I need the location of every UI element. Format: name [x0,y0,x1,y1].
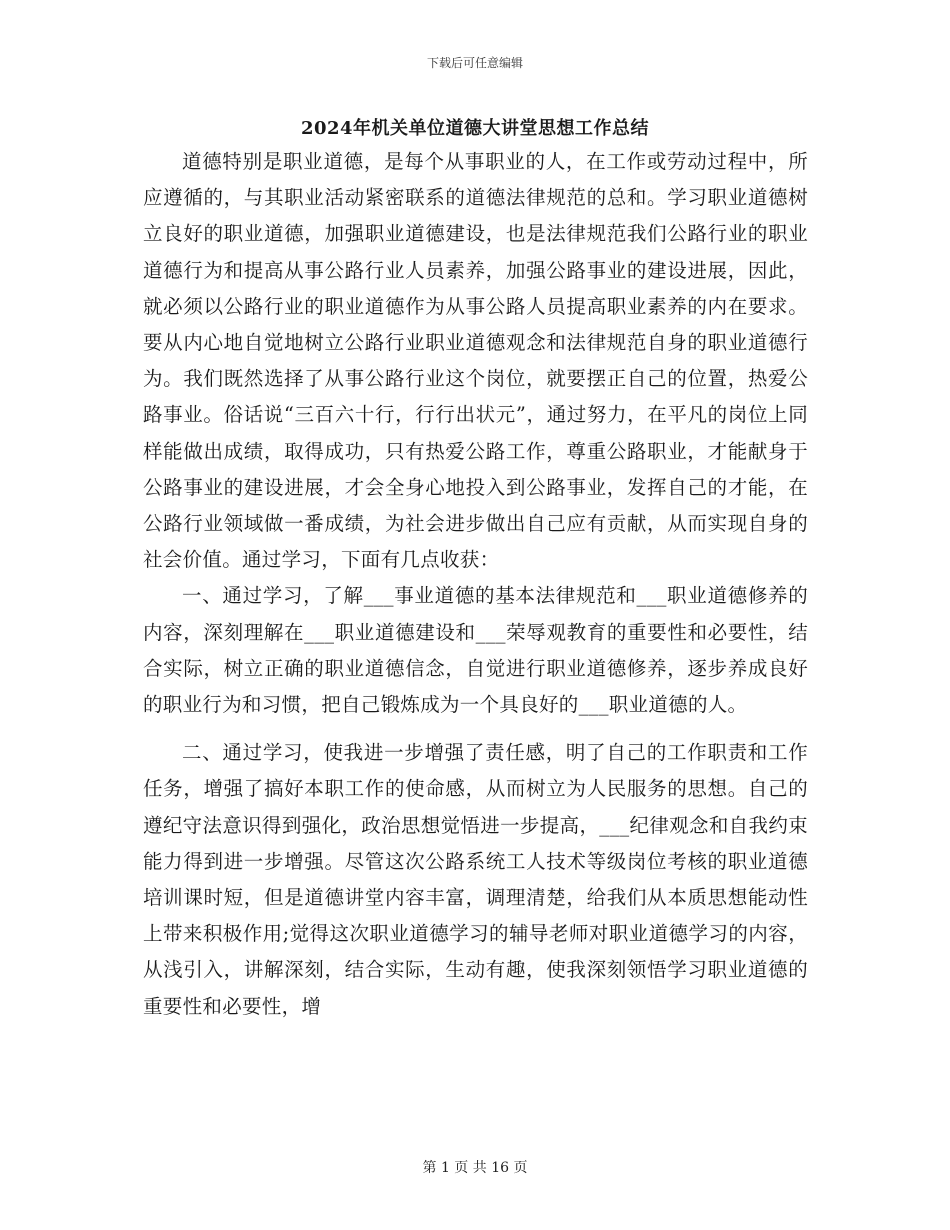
document-title: 2024年机关单位道德大讲堂思想工作总结 [300,118,650,139]
paragraph-point-two: 二、通过学习，使我进一步增强了责任感，明了自己的工作职责和工作任务，增强了搞好本职工作的使命感，从而树立为人民服务的思想。自己的遵纪守法意识得到强化，政治思想觉悟进一步提高，___纪律观念和自我约束能力得到进一步增强。尽管这次公路系统工人技术等级岗位考核的职业道德培训课时短，但是道德讲堂内容丰富，调理清楚，给我们从本质思想能动性上带来积极作用;觉得这次职业道德学习的辅导老师对职业道德学习的内容，从浅引入，讲解深刻，结合实际，生动有趣，使我深刻领悟学习职业道德的重要性和必要性，增 [143,741,808,1018]
page-footer: 第 1 页 共 16 页 [422,1160,528,1176]
paragraph-intro: 道德特别是职业道德，是每个从事职业的人，在工作或劳动过程中，所应遵循的，与其职业活动紧密联系的道德法律规范的总和。学习职业道德树立良好的职业道德，加强职业道德建设，也是法律规范我们公路行业的职业道德行为和提高从事公路行业人员素养，加强公路事业的建设进展，因此，就必须以公路行业的职业道德作为从事公路人员提高职业素养的内在要求。要从内心地自觉地树立公路行业职业道德观念和法律规范自身的职业道德行为。我们既然选择了从事公路行业这个岗位，就要摆正自己的位置，热爱公路事业。俗话说“三百六十行，行行出状元”，通过努力，在平凡的岗位上同样能做出成绩，取得成功，只有热爱公路工作，尊重公路职业，才能献身于公路事业的建设进展，才会全身心地投入到公路事业，发挥自己的才能，在公路行业领域做一番成绩，为社会进步做出自己应有贡献，从而实现自身的社会价值。通过学习，下面有几点收获： [143,150,808,572]
paragraph-point-one: 一、通过学习，了解___事业道德的基本法律规范和___职业道德修养的内容，深刻理解在___职业道德建设和___荣辱观教育的重要性和必要性，结合实际，树立正确的职业道德信念，自觉进行职业道德修养，逐步养成良好的职业行为和习惯，把自己锻炼成为一个具良好的___职业道德的人。 [143,584,808,717]
header-note: 下载后可任意编辑 [426,56,523,70]
document-body [143,144,808,1025]
